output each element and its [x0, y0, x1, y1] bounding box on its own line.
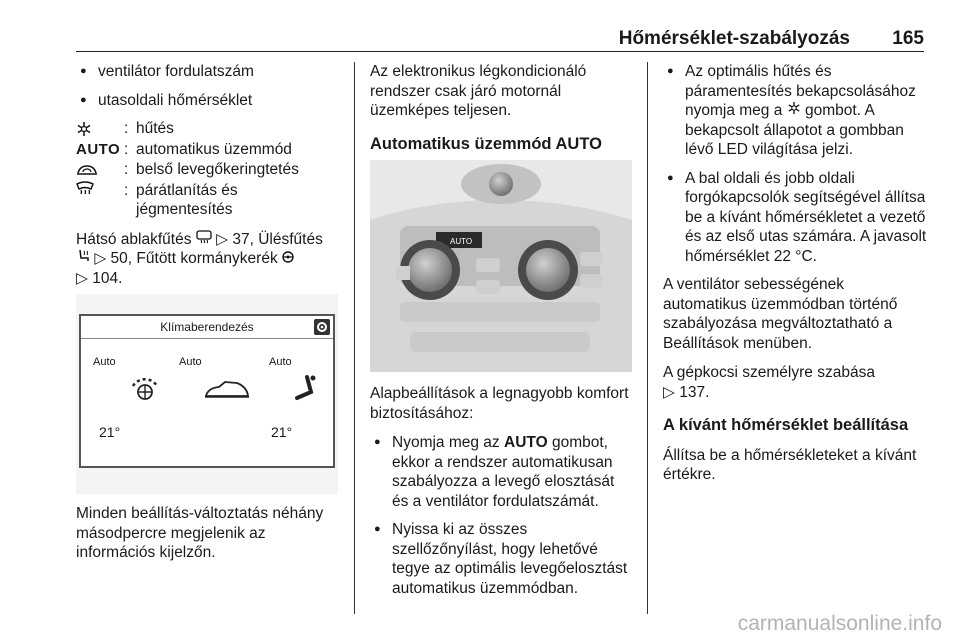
personalization-paragraph: A gépkocsi személyre szabása ▷ 137. — [663, 364, 875, 401]
rear-window-heating-icon — [196, 230, 212, 250]
column-2 — [370, 62, 634, 597]
temperature-right: 21° — [271, 424, 293, 440]
snowflake-icon — [76, 119, 124, 139]
ref-page[interactable]: 104. — [92, 269, 123, 287]
column-3 — [663, 62, 929, 495]
ref-page[interactable]: 137. — [679, 383, 710, 401]
defrost-icon — [76, 181, 124, 220]
temperature-paragraph: Állítsa be a hőmérsékleteket a kívánt értékre. — [663, 446, 917, 484]
header-divider — [76, 51, 924, 52]
display-note-paragraph: Minden beállítás-változtatás néhány másodpercre megjelenik az információs kijelzőn. — [76, 505, 324, 561]
ref-arrow-icon: ▷ — [94, 250, 107, 268]
legend-value: párátlanítás és jégmentesítés — [136, 181, 238, 218]
ref-arrow-icon: ▷ — [76, 269, 88, 287]
recirculation-icon — [76, 160, 124, 180]
ref-page[interactable]: 37 — [232, 230, 250, 248]
car-airflow-icon — [203, 378, 251, 402]
ref-text: Fűtött kormánykerék — [136, 250, 278, 268]
seat-icon — [289, 374, 321, 404]
climate-display-illustration — [76, 294, 338, 494]
list-item: ● Nyomja meg az AUTO gombot, ekkor a rendszer automatikusan szabályozza a levegő elosztását és a ventilátor fordulatszámát. — [370, 433, 634, 511]
auto-key-label: AUTO — [504, 434, 548, 451]
bullet-list — [76, 62, 338, 110]
bullet-list — [370, 433, 634, 598]
legend-row-defrost: : párátlanítás és jégmentesítés — [76, 181, 338, 220]
auto-label-distribution: Auto — [179, 356, 202, 368]
symbol-legend — [76, 119, 338, 220]
ref-text: Hátsó ablakfűtés — [76, 230, 192, 248]
section-heading-temperature: A kívánt hőmérséklet beállítása — [663, 416, 909, 435]
snowflake-icon — [787, 101, 801, 121]
display-title: Klímaberendezés — [81, 316, 333, 339]
page-header-title: Hőmérséklet-szabályozás — [618, 28, 850, 49]
bullet-list — [663, 62, 929, 266]
ref-arrow-icon: ▷ — [216, 230, 229, 248]
legend-value: automatikus üzemmód — [136, 140, 292, 158]
legend-value: belső levegőkeringtetés — [136, 161, 299, 178]
gear-icon — [314, 319, 330, 335]
legend-value: hűtés — [136, 120, 174, 137]
auto-key-label: AUTO — [76, 140, 121, 158]
auto-label-fan: Auto — [93, 356, 116, 368]
intro-paragraph: Az elektronikus légkondicionáló rendszer csak járó motornál üzemképes teljesen. — [370, 63, 587, 119]
auto-mode-text — [370, 384, 634, 607]
fan-speed-paragraph: A ventilátor sebességének automatikus üzemmódban történő szabályozása megváltoztatható a Beállítások menüben. — [663, 276, 898, 352]
display-screen — [79, 314, 335, 468]
section-heading-auto: Automatikus üzemmód AUTO — [370, 134, 602, 153]
list-item: ● A bal oldali és jobb oldali forgókapcsolók segítségével állítsa be a kívánt hőmérsékletet a vezető és az első utas számára. A javasolt hőmérséklet 22 °C. — [663, 169, 929, 267]
temperature-left: 21° — [99, 424, 121, 440]
auto-label-seat: Auto — [269, 356, 292, 368]
ref-page[interactable]: 50 — [110, 250, 128, 268]
page-number: 165 — [892, 28, 924, 49]
legend-row-auto: AUTO : automatikus üzemmód — [76, 140, 338, 160]
seat-heating-icon — [76, 249, 90, 269]
list-item: ● ventilátor fordulatszám — [76, 62, 338, 82]
steering-wheel-heating-icon — [282, 249, 294, 269]
legend-row-recirculation: : belső levegőkeringtetés — [76, 160, 338, 180]
list-item: ● Az optimális hűtés és páramentesítés bekapcsolásához nyomja meg a gombot. A bekapcsolt állapotot a gombban lévő LED világítása jelzi. — [663, 62, 929, 160]
list-item: ● Nyissa ki az összes szellőzőnyílást, hogy lehetővé tegye az optimális levegőelosztást automatikus üzemmódban. — [370, 520, 634, 598]
control-panel-illustration — [370, 160, 632, 372]
column-divider-2 — [647, 62, 648, 614]
ref-arrow-icon: ▷ — [663, 383, 675, 401]
legend-row-cooling: : hűtés — [76, 119, 338, 139]
ref-text: Ülésfűtés — [258, 230, 323, 248]
fan-icon — [127, 372, 163, 402]
list-item: ● utasoldali hőmérséklet — [76, 91, 338, 111]
auto-button-label: AUTO — [450, 237, 473, 246]
watermark: carmanualsonline.info — [737, 612, 942, 635]
column-divider-1 — [354, 62, 355, 614]
cross-reference-paragraph: Hátsó ablakfűtés ▷ 37, Ülésfűtés ▷ 50, Fűtött kormánykerék ▷ 104. — [76, 230, 323, 287]
caption-paragraph: Alapbeállítások a legnagyobb komfort biztosításához: — [370, 385, 629, 422]
